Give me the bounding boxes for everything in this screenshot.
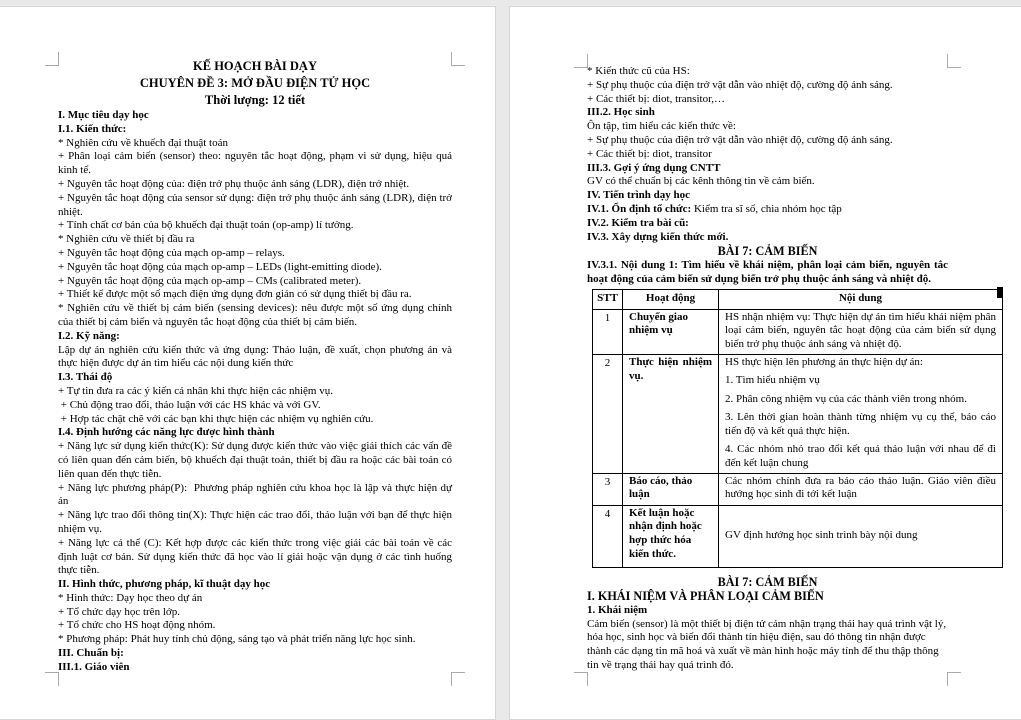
- page2-text-area: [587, 65, 996, 673]
- text-run: + Nguyên tắc hoạt động của mạch op-amp – CMs (calibrated meter).: [58, 274, 362, 287]
- paragraph: [58, 302, 452, 330]
- paragraph: [58, 150, 452, 178]
- text-run: + Năng lực sử dụng kiến thức(K): Sử dụng được kiến thức vào việc giải thích các vấn đề có liên quan đến cảm biến, bộ khuếch đại thuật toán, thiết bị đầu ra hoặc các bài toán có liên quan đến thực tiễn.: [58, 440, 452, 480]
- paragraph: [58, 192, 452, 220]
- text-run: + Tự tin đưa ra các ý kiến cá nhân khi thực hiện các nhiệm vụ.: [58, 384, 333, 397]
- paragraph: [587, 162, 948, 176]
- text-run: + Chủ động trao đổi, thảo luận với các HS khác và với GV.: [58, 398, 321, 411]
- page1-text-area: [58, 58, 452, 675]
- paragraph: [58, 137, 452, 151]
- text-run: 1. Khái niệm: [587, 603, 648, 616]
- paragraph: [58, 399, 452, 413]
- paragraph: [58, 178, 452, 192]
- text-run: I. KHÁI NIỆM VÀ PHÂN LOẠI CẢM BIẾN: [587, 589, 824, 604]
- paragraph: [587, 604, 948, 618]
- table-cell-stt: 3: [593, 473, 623, 505]
- table-row: [593, 473, 1003, 505]
- crop-mark: [45, 672, 59, 686]
- paragraph: [58, 482, 452, 510]
- paragraph: [58, 247, 452, 261]
- paragraph: [587, 259, 948, 287]
- text-run: I.2. Kỹ năng:: [58, 329, 120, 342]
- table-row: [593, 309, 1003, 354]
- text-run: * Hình thức: Dạy học theo dự án: [58, 591, 203, 604]
- page2-body-top: [587, 65, 948, 287]
- section-heading: [587, 244, 948, 259]
- paragraph: [587, 618, 948, 673]
- title-line: Thời lượng: 12 tiết: [204, 93, 306, 107]
- paragraph: [587, 79, 948, 93]
- paragraph: [58, 633, 452, 647]
- crop-mark: [451, 52, 465, 66]
- table-header-row: [593, 289, 1003, 309]
- table-cell-content: [719, 309, 1003, 354]
- paragraph: 3. Lên thời gian hoàn thành từng nhiệm vụ cụ thể, báo cáo tiến độ và kết quả thực hiện.: [725, 410, 996, 437]
- text-run: * Nghiên cứu về thiết bị đầu ra: [58, 233, 195, 246]
- text-run: IV. Tiến trình dạy học: [587, 189, 691, 202]
- text-run: + Sự phụ thuộc của điện trở vật dẫn vào nhiệt độ, cường độ ánh sáng.: [587, 78, 893, 91]
- text-run: * Nghiên cứu về khuếch đại thuật toán: [58, 136, 228, 149]
- text-run: + Nguyên tắc hoạt động của mạch op-amp – LEDs (light-emitting diode).: [58, 260, 382, 273]
- table-cell-activity: Báo cáo, thảo luận: [623, 473, 719, 505]
- paragraph: [587, 93, 948, 107]
- text-run: III.1. Giáo viên: [58, 660, 130, 673]
- paragraph: [58, 619, 452, 633]
- paragraph: [58, 647, 452, 661]
- table-cell-content: [719, 473, 1003, 505]
- text-run: + Các thiết bị: diot, transitor,…: [587, 92, 726, 105]
- paragraph: [58, 219, 452, 233]
- crop-mark: [451, 672, 465, 686]
- table-cell-stt: 4: [593, 505, 623, 567]
- paragraph: [587, 120, 948, 134]
- table-header-cell: Hoạt động: [623, 289, 719, 309]
- page-2[interactable]: [509, 6, 1021, 720]
- page2-body-bottom: [587, 575, 948, 673]
- text-run: IV.3. Xây dựng kiến thức mới.: [587, 230, 729, 243]
- paragraph: [58, 578, 452, 592]
- paragraph: [58, 426, 452, 440]
- text-run: III.3. Gợi ý ứng dụng CNTT: [587, 161, 721, 174]
- title-line: KẾ HOẠCH BÀI DẠY: [193, 59, 317, 73]
- paragraph: [58, 233, 452, 247]
- table-cell-stt: 2: [593, 354, 623, 473]
- table-cell-activity: Chuyển giao nhiệm vụ: [623, 309, 719, 354]
- paragraph: [58, 275, 452, 289]
- text-run: + Năng lực phương pháp(P): Phương pháp nghiên cứu khoa học là lập và thực hiện dự án: [58, 481, 452, 508]
- paragraph: [587, 106, 948, 120]
- page-1[interactable]: [0, 6, 496, 720]
- page1-body: [58, 109, 452, 675]
- text-run: BÀI 7: CẢM BIẾN: [717, 574, 818, 589]
- paragraph: [587, 203, 948, 217]
- crop-mark: [574, 672, 588, 686]
- text-run: + Các thiết bị: diot, transitor: [587, 147, 712, 160]
- text-run: + Nguyên tắc hoạt động của mạch op-amp – relays.: [58, 246, 285, 259]
- paragraph: [58, 509, 452, 537]
- section-heading: [587, 575, 948, 590]
- crop-mark: [947, 672, 961, 686]
- paragraph: [58, 109, 452, 123]
- text-run: * Kiến thức cũ của HS:: [587, 65, 690, 77]
- text-run: III.2. Học sinh: [587, 106, 655, 119]
- paragraph: [58, 123, 452, 137]
- paragraph: [58, 344, 452, 372]
- text-run: + Tổ chức cho HS hoạt động nhóm.: [58, 619, 216, 632]
- paragraph: [587, 175, 948, 189]
- paragraph: [587, 134, 948, 148]
- text-run: Kiểm tra sĩ số, chia nhóm học tập: [691, 202, 842, 215]
- paragraph: [58, 261, 452, 275]
- paragraph: GV định hướng học sinh trình bày nội dung: [725, 528, 918, 541]
- paragraph: HS nhận nhiệm vụ: Thực hiện dự án tìm hiểu khái niệm phân loại cảm biến, nguyên tắc hoạt động của cảm biến sử dụng biến trở phụ thuộc ánh sáng và nhiệt độ.: [725, 310, 996, 351]
- paragraph: [587, 231, 948, 245]
- text-run: + Tính chất cơ bản của bộ khuếch đại thuật toán (op-amp) lí tưởng.: [58, 219, 354, 232]
- paragraph: [58, 592, 452, 606]
- text-run: + Nguyên tắc hoạt động của: điện trở phụ thuộc ánh sáng (LDR), điện trở nhiệt.: [58, 177, 410, 190]
- paragraph: 1. Tìm hiểu nhiệm vụ: [725, 374, 820, 387]
- text-run: + Phân loại cảm biến (sensor) theo: nguyên tắc hoạt động, phạm vi sử dụng, hiệu quả kinh tế.: [58, 150, 452, 177]
- text-run: Cảm biến (sensor) là một thiết bị điện tử cảm nhận trạng thái hay quá trình vật lý, hóa học, sinh học và biến đổi thành tín hiệu điện, sau đó thông tin nhận được thành các dạng tin mã hoá và xuất về màn hình hoặc máy tính để thu thập thông tin về trạng thái hay quá trình đó.: [587, 617, 947, 671]
- paragraph: [58, 661, 452, 675]
- crop-mark: [574, 54, 588, 68]
- crop-mark: [45, 52, 59, 66]
- text-run: IV.3.1. Nội dung 1: Tìm hiểu về khái niệm, phân loại cảm biến, nguyên tắc hoạt động của cảm biến sử dụng biến trở phụ thuộc ánh sáng và nhiệt độ.: [587, 258, 948, 285]
- table-row: [593, 505, 1003, 567]
- paragraph: [58, 537, 452, 578]
- paragraph: [587, 65, 948, 79]
- text-run: II. Hình thức, phương pháp, kĩ thuật dạy học: [58, 578, 271, 591]
- text-run: I.1. Kiến thức:: [58, 122, 127, 135]
- text-run: Ôn tập, tìm hiểu các kiến thức về:: [587, 120, 736, 133]
- table-row: [593, 354, 1003, 473]
- text-run: III. Chuẩn bị:: [58, 647, 124, 660]
- paragraph: 2. Phân công nhiệm vụ của các thành viên trong nhóm.: [725, 392, 967, 405]
- text-run: IV.1. Ổn định tổ chức:: [587, 202, 692, 215]
- text-run: + Thiết kế được một số mạch điện ứng dụng đơn giản có sử dụng thiết bị đầu ra.: [58, 288, 412, 301]
- paragraph: [58, 288, 452, 302]
- table-header-cell: STT: [593, 289, 623, 309]
- title-line: CHUYÊN ĐỀ 3: MỞ ĐẦU ĐIỆN TỬ HỌC: [139, 76, 371, 90]
- paragraph: [58, 330, 452, 344]
- paragraph: [58, 413, 452, 427]
- text-run: Lập dự án nghiên cứu kiến thức và ứng dụng: Thảo luận, đề xuất, chọn phương án và thực hiện được dự án tìm hiểu các nội dung kiến thức: [58, 343, 452, 370]
- text-run: IV.2. Kiểm tra bài cũ:: [587, 216, 689, 229]
- text-run: * Phương pháp: Phát huy tính chủ động, sáng tạo và phát triển năng lực học sinh.: [58, 633, 416, 646]
- paragraph: Các nhóm chính đưa ra báo cáo thảo luận. Giáo viên điều hướng học sinh đi tới kết luận: [725, 474, 996, 501]
- text-run: I.4. Định hướng các năng lực được hình thành: [58, 426, 275, 439]
- paragraph: [58, 440, 452, 481]
- paragraph: [58, 371, 452, 385]
- paragraph: [58, 606, 452, 620]
- paragraph: 4. Các nhóm nhỏ trao đổi kết quả thảo luận với nhau để đi đến kết luận chung: [725, 442, 996, 469]
- text-run: GV có thể chuẩn bị các kênh thông tin về cảm biến.: [587, 175, 815, 188]
- table-cell-activity: Thực hiện nhiệm vụ.: [623, 354, 719, 473]
- text-run: + Năng lực trao đổi thông tin(X): Thực hiện các trao đổi, thảo luận với bạn để thực hiện nhiệm vụ.: [58, 509, 452, 535]
- paragraph: HS thực hiện lên phương án thực hiện dự án:: [725, 355, 923, 368]
- crop-mark: [947, 54, 961, 68]
- text-run: + Nguyên tắc hoạt động của sensor sử dụng: điện trở phụ thuộc ánh sáng (LDR), điện trở nhiệt.: [58, 191, 452, 218]
- text-run: * Nghiên cứu về thiết bị cảm biến (sensing devices): nêu được một số ứng dụng chính của thiết bị cảm biến và nguyên tắc hoạt động của thiết bị cảm biến.: [58, 302, 452, 328]
- paragraph: [587, 189, 948, 203]
- paragraph: [587, 217, 948, 231]
- section-heading: [587, 589, 948, 604]
- text-run: + Hợp tác chặt chẽ với các bạn khi thực hiện các nhiệm vụ nghiên cứu.: [58, 412, 374, 425]
- text-run: I.3. Thái độ: [58, 371, 113, 384]
- text-run: + Tổ chức dạy học trên lớp.: [58, 605, 180, 618]
- text-run: + Sự phụ thuộc của điện trở vật dẫn vào nhiệt độ, cường độ ánh sáng.: [587, 133, 893, 146]
- table-header-cell: Nội dung: [719, 289, 1003, 309]
- paragraph: [58, 385, 452, 399]
- table-cell-content: [719, 505, 1003, 567]
- table-cell-activity: Kết luận hoặc nhận định hoặc hợp thức hóa kiến thức.: [623, 505, 719, 567]
- paragraph: [587, 148, 948, 162]
- text-run: I. Mục tiêu dạy học: [58, 109, 149, 121]
- table-cell-stt: 1: [593, 309, 623, 354]
- page1-title-block: [58, 58, 452, 109]
- activity-table: [592, 289, 1003, 568]
- table-cell-content: [719, 354, 1003, 473]
- text-run: BÀI 7: CẢM BIẾN: [717, 244, 818, 259]
- text-run: + Năng lực cá thể (C): Kết hợp được các kiến thức trong việc giải các bài toán về các định luật cơ bản. Sử dụng kiến thức đã học vào lí giải hoặc vận dụng ở các tình huống thực tiễn.: [58, 536, 452, 577]
